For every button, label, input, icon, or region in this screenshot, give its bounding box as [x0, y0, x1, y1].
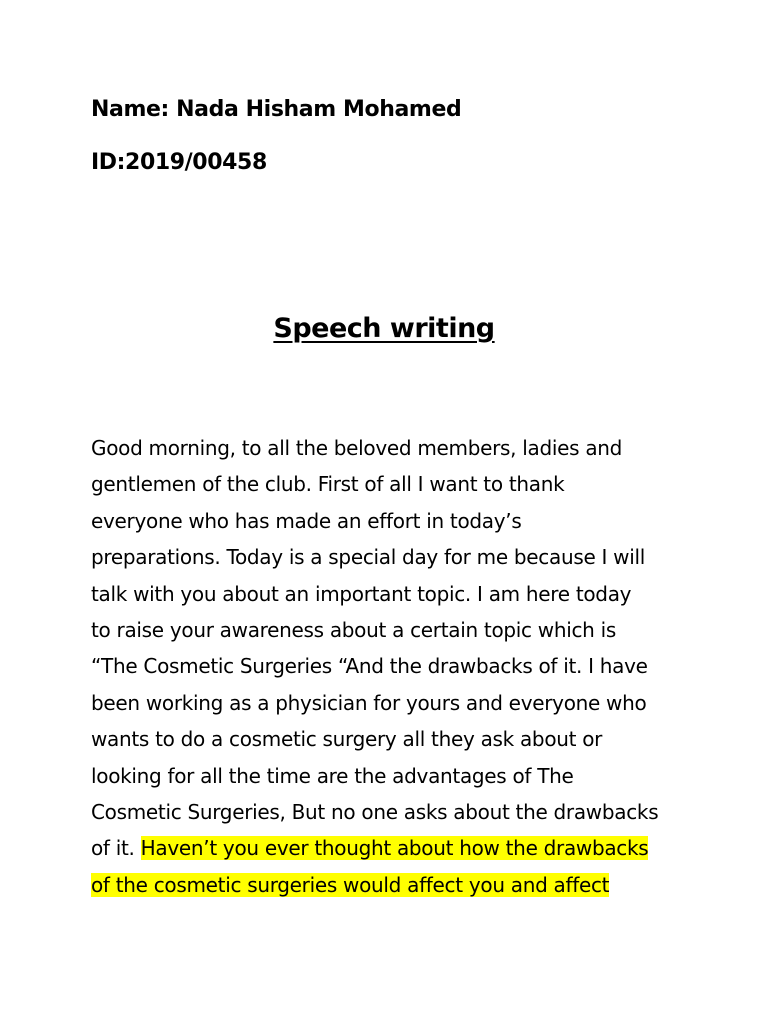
- body-line: wants to do a cosmetic surgery all they ask about or: [91, 727, 603, 752]
- body-line: been working as a physician for yours and everyone who: [91, 690, 647, 715]
- body-line: talk with you about an important topic. I am here today: [91, 581, 632, 606]
- student-name: Name: Nada Hisham Mohamed: [91, 97, 462, 122]
- body-line: Good morning, to all the beloved members, ladies and: [91, 436, 623, 460]
- body-line: looking for all the time are the advantages of The: [91, 763, 574, 788]
- speech-body: [91, 430, 691, 903]
- body-line-plain-part: of it.: [91, 836, 141, 861]
- highlighted-text: of the cosmetic surgeries would affect you and affect: [91, 872, 610, 897]
- body-line-highlighted: [91, 867, 691, 903]
- student-id: ID:2019/00458: [91, 150, 267, 175]
- document-title: Speech writing: [273, 313, 495, 344]
- body-line: “The Cosmetic Surgeries “And the drawbacks of it. I have: [91, 654, 648, 679]
- body-line-mixed: [91, 830, 691, 866]
- body-line: everyone who has made an effort in today’s: [91, 508, 522, 533]
- body-line: preparations. Today is a special day for me because I will: [91, 545, 645, 570]
- highlighted-text: Haven’t you ever thought about how the drawbacks: [140, 836, 649, 861]
- body-line: gentlemen of the club. First of all I want to thank: [91, 472, 565, 497]
- body-line: Cosmetic Surgeries, But no one asks about the drawbacks: [91, 799, 659, 824]
- body-line: to raise your awareness about a certain topic which is: [91, 617, 616, 642]
